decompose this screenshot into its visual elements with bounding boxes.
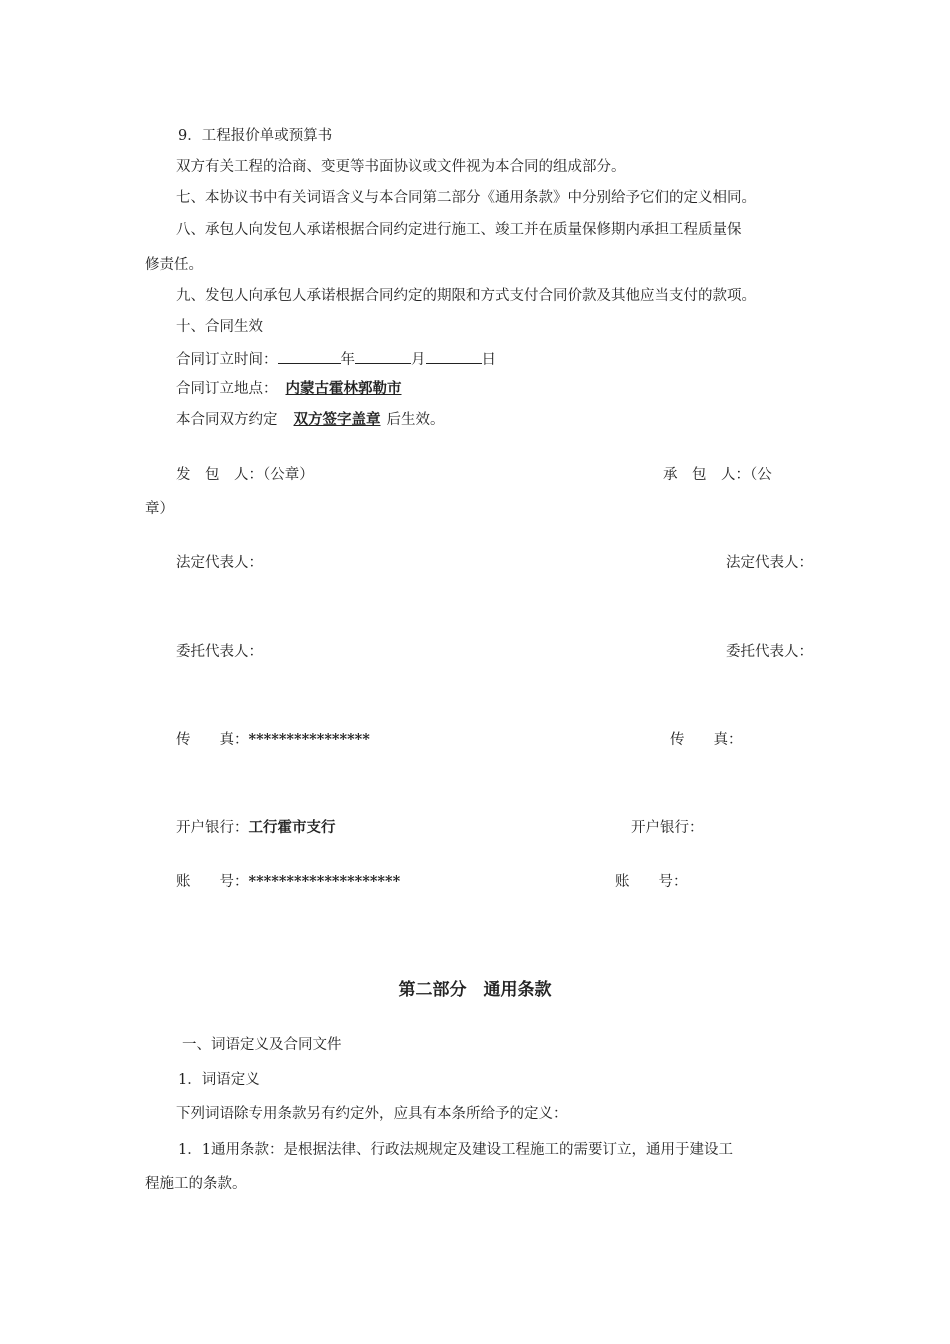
bank-label-left: 开户银行： (176, 820, 249, 836)
day-label: 日 (481, 352, 496, 368)
definition-1-1-line1: 1．1通用条款：是根据法律、行政法规规定及建设工程施工的需要订立，通用于建设工 (178, 1142, 733, 1158)
effect-condition: 双方签字盖章 (293, 411, 381, 428)
effect-suffix: 后生效。 (386, 412, 445, 428)
contract-effect-line (176, 410, 445, 430)
month-label: 月 (411, 352, 426, 368)
bank-label-right: 开户银行： (631, 820, 704, 836)
legal-rep-right: 法定代表人： (726, 555, 813, 571)
contractor-label-line2: 章） (145, 501, 174, 517)
part-two-title: 第二部分 通用条款 (398, 980, 552, 1000)
bank-left (176, 818, 336, 838)
contractor-label-line1: 承 包 人：（公 (663, 467, 772, 483)
section-1-1-heading: 1．词语定义 (178, 1072, 260, 1088)
contract-place-value: 内蒙古霍林郭勒市 (285, 380, 402, 397)
definition-1-1-line2: 程施工的条款。 (145, 1176, 247, 1192)
effect-prefix: 本合同双方约定 (176, 412, 278, 428)
day-blank (426, 348, 482, 364)
account-label-right: 账 号： (615, 874, 688, 890)
account-value-left: ******************** (248, 873, 401, 890)
definitions-intro: 下列词语除专用条款另有约定外，应具有本条所给予的定义： (176, 1106, 568, 1122)
fax-label-left: 传 真： (176, 732, 249, 748)
account-label-left: 账 号： (176, 874, 249, 890)
agent-left: 委托代表人： (176, 644, 263, 660)
year-blank (278, 348, 341, 364)
clause-ten: 十、合同生效 (176, 319, 263, 335)
section-one-heading: 一、词语定义及合同文件 (182, 1037, 342, 1053)
clause-documents: 双方有关工程的洽商、变更等书面协议或文件视为本合同的组成部分。 (176, 159, 626, 175)
legal-rep-left: 法定代表人： (176, 555, 263, 571)
year-label: 年 (340, 352, 355, 368)
account-left (176, 872, 400, 892)
month-blank (355, 348, 411, 364)
contract-place-line (176, 379, 412, 399)
fax-value-left: **************** (248, 731, 370, 748)
clause-nine: 九、发包人向承包人承诺根据合同约定的期限和方式支付合同价款及其他应当支付的款项。 (176, 288, 756, 304)
contract-date-line (176, 348, 496, 370)
employer-label: 发 包 人：（公章） (176, 467, 314, 483)
bank-value-left: 工行霍市支行 (248, 819, 336, 836)
contract-date-label: 合同订立时间： (176, 352, 278, 368)
contract-place-label: 合同订立地点： (176, 381, 278, 397)
clause-eight-line1: 八、承包人向发包人承诺根据合同约定进行施工、竣工并在质量保修期内承担工程质量保 (176, 222, 742, 238)
fax-label-right: 传 真： (670, 732, 743, 748)
clause-eight-line2: 修责任。 (145, 257, 203, 273)
fax-left (176, 730, 370, 750)
clause-seven: 七、本协议书中有关词语含义与本合同第二部分《通用条款》中分别给予它们的定义相同。 (176, 190, 756, 206)
clause-item-9: 9．工程报价单或预算书 (178, 128, 333, 144)
agent-right: 委托代表人： (726, 644, 813, 660)
